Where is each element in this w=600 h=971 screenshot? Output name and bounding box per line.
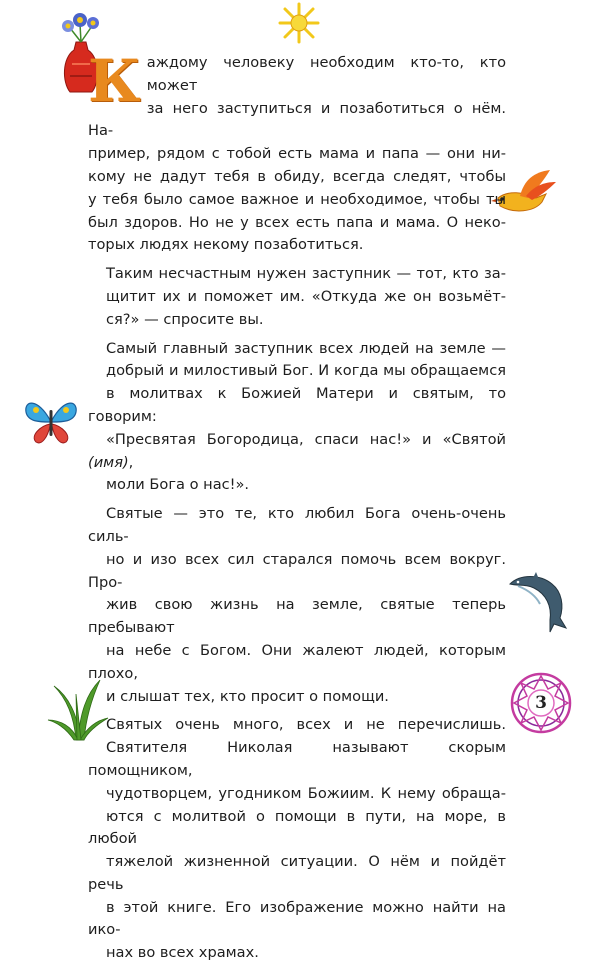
paragraph-1 [88,47,506,257]
text-line: ся?» — спросите вы. [106,310,264,328]
paragraph-5 [88,714,506,965]
text-line: чудотворцем, угодником Божиим. К нему обраща- [106,784,506,802]
text-line: аждому человеку необходим кто-то, кто может [146,54,506,94]
text-line [88,429,506,475]
text-line: Святителя Николая называют скорым помощником, [88,739,506,779]
text-line: в этой книге. Его изображение можно найти на ико- [88,898,506,939]
sun-icon [278,2,320,44]
drop-cap: К [88,47,141,115]
text-line: кому не дадут тебя в обиду, всегда следят, чтобы [88,167,506,185]
text-line: в молитвах к Божией Матери и святым, то говорим: [88,385,506,425]
text-line: моли Бога о нас!». [106,476,250,494]
text-line: на небе с Богом. Они жалеют людей, которым плохо, [88,641,506,682]
text-line: был здоров. Но не у всех есть папа и мама. О неко- [88,213,506,231]
text-line: ются с молитвой о помощи в пути, на море, в любой [88,807,506,848]
text-line: у тебя было самое важное и необходимое, чтобы ты [88,190,506,208]
text-line: тяжелой жизненной ситуации. О нём и пойдёт речь [88,853,506,893]
text-segment: , [128,453,134,471]
text-line: пример, рядом с тобой есть мама и папа — они ни- [88,145,506,163]
text-line: Самый главный заступник всех людей на земле — [106,339,506,357]
dolphin-icon [506,570,570,636]
butterfly-icon [22,396,80,448]
text-line: и слышат тех, кто просит о помощи. [106,687,389,705]
text-line: торых людях некому позаботиться. [88,236,364,254]
text-line: за него заступиться и позаботиться о нём. На- [88,99,506,140]
text-segment: «Пресвятая Богородица, спаси нас!» и «Святой [106,430,506,448]
page-number-badge [510,672,572,734]
text-line: Святых очень много, всех и не перечислишь. [106,716,506,734]
body-text [88,47,506,971]
text-line: нах во всех храмах. [106,944,259,962]
text-line: щитит их и поможет им. «Откуда же он возьмёт- [106,287,506,305]
text-line: добрый и милостивый Бог. И когда мы обращаемся [106,362,506,380]
paragraph-3 [88,338,506,498]
text-line: Святые — это те, кто любил Бога очень-очень силь- [88,505,506,545]
page-number: 3 [535,693,547,713]
paragraph-4 [88,503,506,708]
text-line: Таким несчастным нужен заступник — тот, кто за- [106,265,506,283]
paragraph-2 [88,263,506,331]
italic-placeholder: (имя) [88,453,129,471]
text-line: но и изо всех сил старался помочь всем вокруг. Про- [88,550,506,591]
text-line: жив свою жизнь на земле, святые теперь пребывают [88,596,506,637]
